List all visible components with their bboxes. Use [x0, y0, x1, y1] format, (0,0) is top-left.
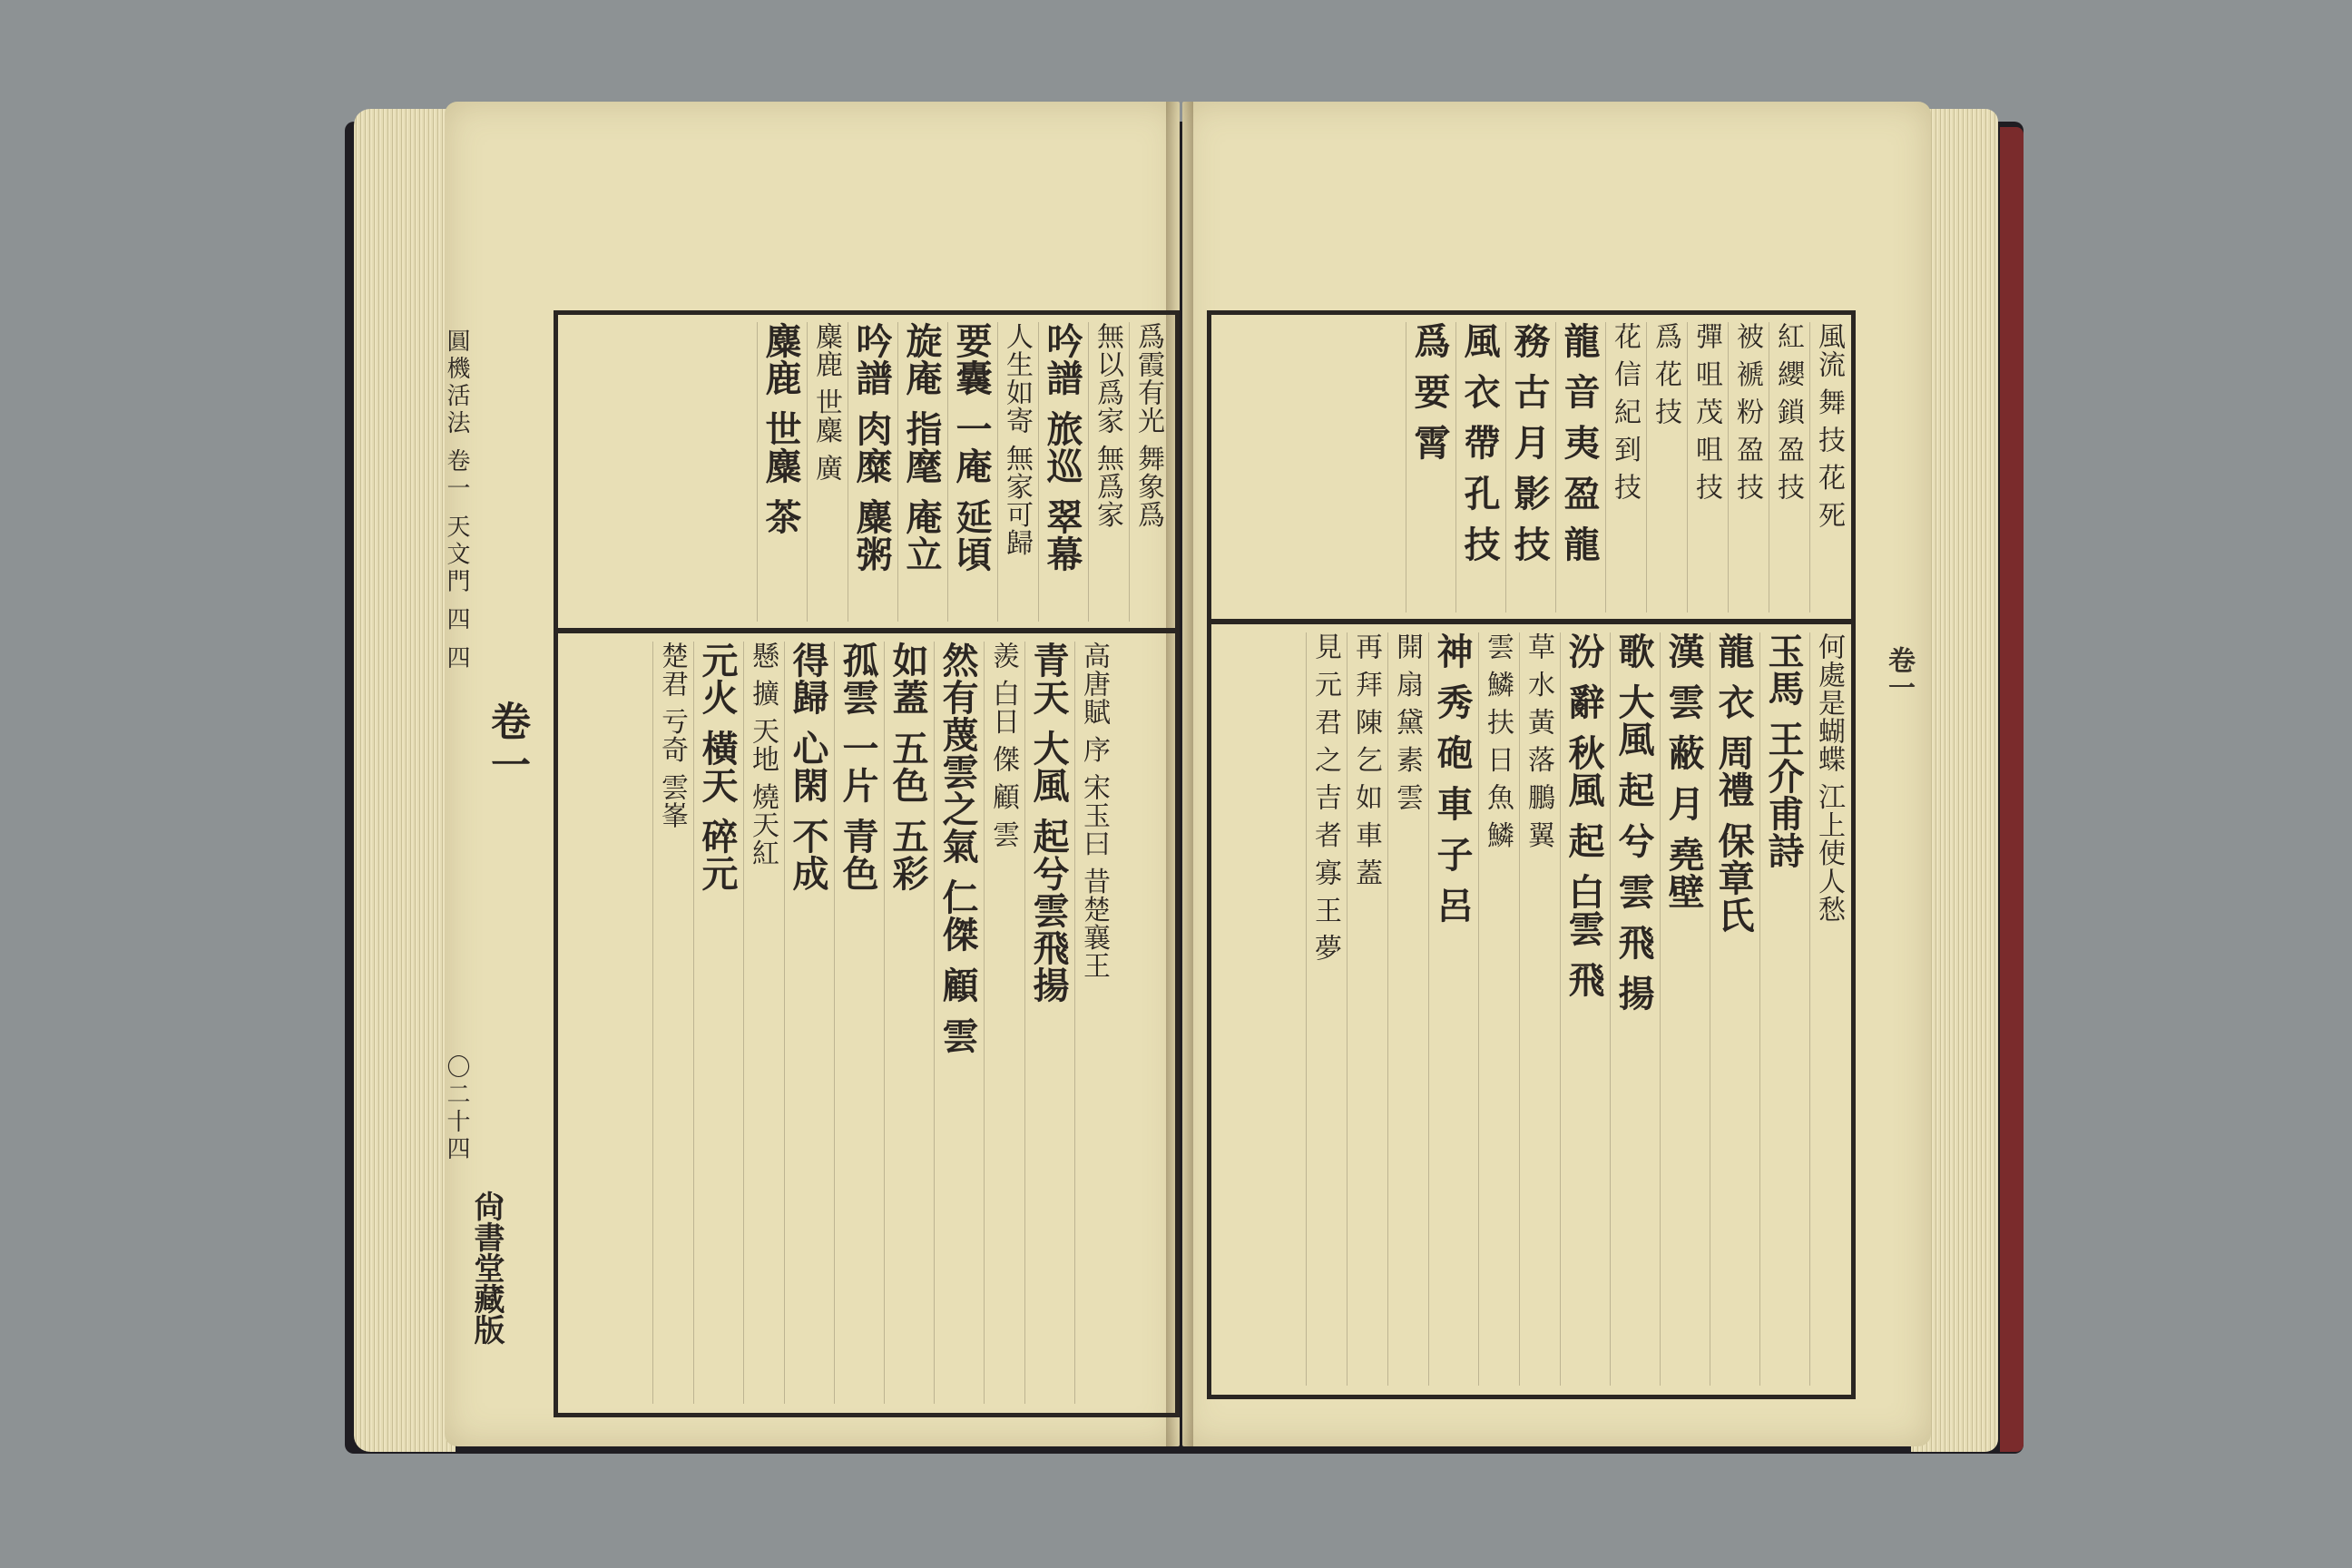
- text-column: 高唐賦 序 宋玉曰 昔楚襄王: [1074, 642, 1112, 1404]
- text-column: 神 秀 砲 車 子 呂: [1428, 632, 1475, 1386]
- text-column: 玉馬 王介甫詩: [1759, 632, 1806, 1386]
- text-column: 龍 音 夷 盈 龍: [1555, 322, 1602, 612]
- right-lower-text: [1220, 632, 1847, 1386]
- text-column: 彈 咀 茂 咀 技: [1687, 322, 1724, 612]
- text-column: 如蓋 五色 五彩: [884, 642, 930, 1404]
- section-divider: [558, 628, 1175, 633]
- text-column: 務 古 月 影 技: [1505, 322, 1552, 612]
- text-column: 漢 雲 蔽 月 堯壁: [1660, 632, 1706, 1386]
- text-column: 楚君 亏奇 雲峯: [652, 642, 690, 1404]
- text-column: 要囊 一庵 延頃: [947, 322, 994, 622]
- text-column: 元火 橫天 碎元: [693, 642, 740, 1404]
- text-column: 人生如寄 無家可歸: [997, 322, 1034, 622]
- page-number: 〇二十四: [443, 1054, 470, 1163]
- text-column: 歌 大風 起 兮 雲 飛 揚: [1610, 632, 1656, 1386]
- text-column: 無以爲家 無爲家: [1088, 322, 1125, 622]
- text-column: 孤雲 一片 青色: [834, 642, 880, 1404]
- volume-label: 卷一: [484, 701, 530, 788]
- text-column: 得歸 心閑 不成: [784, 642, 830, 1404]
- text-column: 懸 擴 天地 燒天紅: [743, 642, 780, 1404]
- text-column: 再 拜 陳 乞 如 車 蓋: [1347, 632, 1384, 1386]
- text-column: 吟譜 旅巡 翠幕: [1038, 322, 1084, 622]
- text-column: 旋庵 指麾 庵立: [897, 322, 944, 622]
- text-column: 雲 鱗 扶 日 魚 鱗: [1478, 632, 1515, 1386]
- text-column: 風 衣 帶 孔 技: [1455, 322, 1502, 612]
- left-page-frame: [554, 310, 1180, 1417]
- text-column: 羨 白日 傑 顧 雲: [984, 642, 1021, 1404]
- text-column: 紅 纓 鎖 盈 技: [1769, 322, 1806, 612]
- text-column: 被 褫 粉 盈 技: [1728, 322, 1765, 612]
- right-upper-text: [1220, 322, 1847, 612]
- text-column: 何處是蝴蝶 江上使人愁: [1809, 632, 1847, 1386]
- text-column: 麋鹿 世麋 廣: [807, 322, 844, 622]
- text-column: 爲 花 技: [1646, 322, 1683, 612]
- text-column: 開 扇 黛 素 雲: [1387, 632, 1425, 1386]
- book-title-strip: 圓機活法 卷一 天文門 四 四: [443, 328, 470, 673]
- left-lower-text: [567, 642, 1112, 1404]
- text-column: 風流 舞 技 花 死: [1809, 322, 1847, 612]
- text-column: 見 元 君 之 吉 者 寡 王 夢: [1306, 632, 1343, 1386]
- text-column: 麋鹿 世麋 茶: [757, 322, 803, 622]
- left-upper-text: [567, 322, 1166, 622]
- cover-spine-edge: [2000, 127, 2024, 1452]
- text-column: 草 水 黃 落 鵬 翼: [1519, 632, 1556, 1386]
- page-stack-left: [354, 109, 456, 1452]
- right-page-frame: [1207, 310, 1856, 1399]
- text-column: 爲 要 霄: [1406, 322, 1452, 612]
- text-column: 花 信 紀 到 技: [1605, 322, 1642, 612]
- text-column: 青天 大風 起兮雲飛揚: [1024, 642, 1071, 1404]
- text-column: 汾 辭 秋風 起 白雲 飛: [1560, 632, 1606, 1386]
- text-column: 吟譜 肉糜 麋粥: [848, 322, 894, 622]
- publisher-mark: 尙書堂藏版: [468, 1191, 505, 1345]
- text-column: 龍 衣 周禮 保章氏: [1710, 632, 1756, 1386]
- text-column: 爲霞有光 舞象爲: [1129, 322, 1166, 622]
- open-book: [345, 102, 2024, 1461]
- section-divider: [1211, 619, 1851, 624]
- text-column: 然有蔑雲之氣 仁傑 顧 雲: [934, 642, 980, 1404]
- right-edge-volume-marker: 卷一: [1883, 646, 1915, 701]
